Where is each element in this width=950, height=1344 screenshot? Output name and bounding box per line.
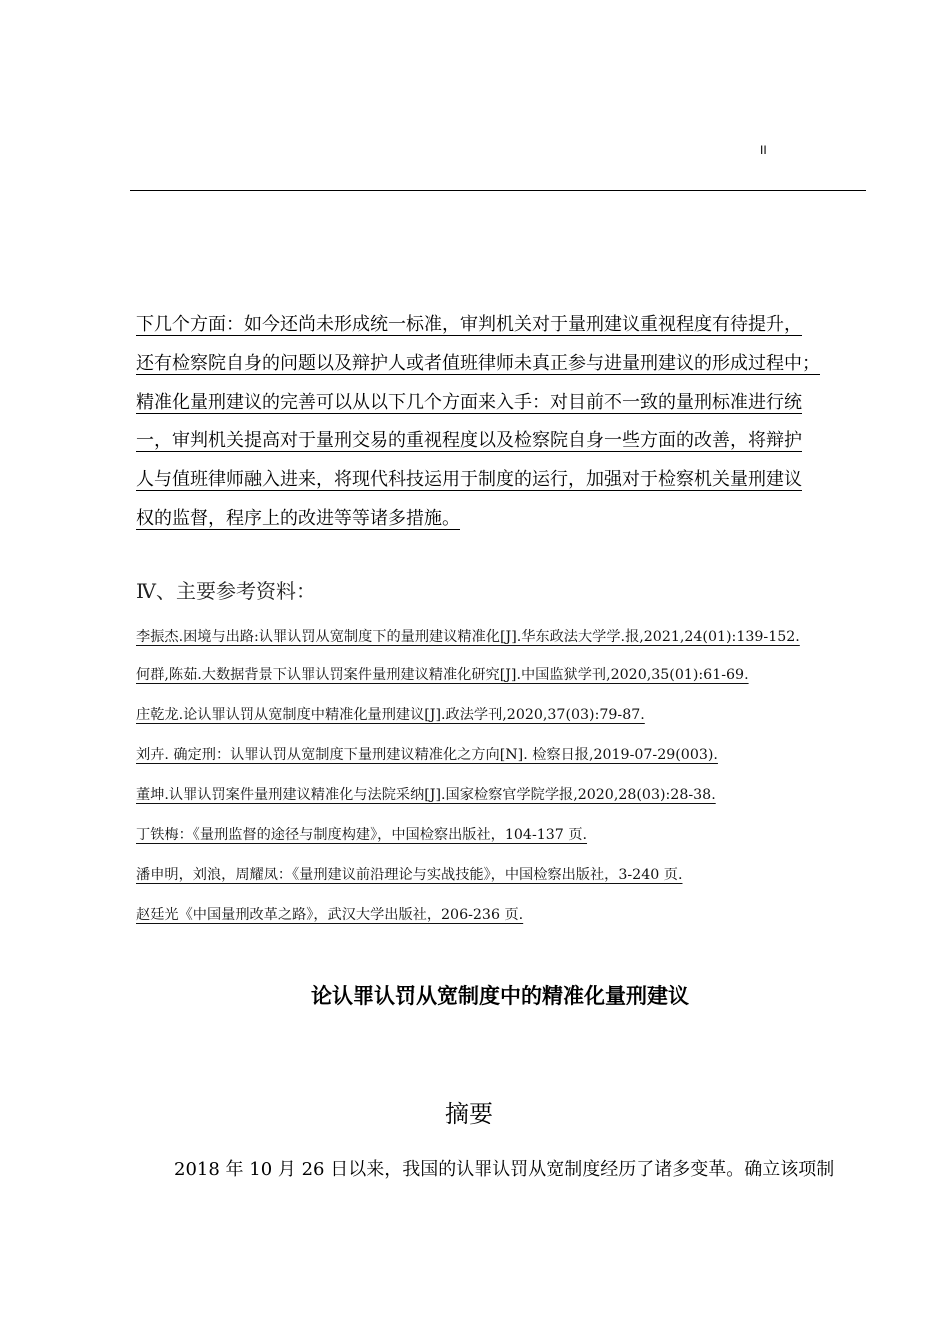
- header-rule: [130, 190, 866, 191]
- abstract-heading: 摘要: [445, 1100, 493, 1128]
- paragraph-line: 一，审判机关提高对于量刑交易的重视程度以及检察院自身一些方面的改善，将辩护: [136, 430, 802, 452]
- continuation-paragraph: [136, 308, 896, 541]
- paragraph-line: 下几个方面：如今还尚未形成统一标准，审判机关对于量刑建议重视程度有待提升，: [136, 314, 802, 335]
- paragraph-line: 还有检察院自身的问题以及辩护人或者值班律师未真正参与进量刑建议的形成过程中；: [136, 352, 820, 374]
- reference-item: 丁铁梅：《量刑监督的途径与制度构建》，中国检察出版社，104-137 页.: [136, 827, 588, 843]
- reference-item: 李振杰.困境与出路:认罪认罚从宽制度下的量刑建议精准化[J].华东政法大学学.报,2021,24(01):139-152.: [136, 629, 800, 645]
- reference-item: 刘卉. 确定刑：认罪认罚从宽制度下量刑建议精准化之方向[N]. 检察日报,2019-07-29(003).: [136, 747, 718, 763]
- page-number: II: [760, 143, 767, 157]
- document-title: 论认罪认罚从宽制度中的精准化量刑建议: [311, 984, 689, 1008]
- reference-item: 董坤.认罪认罚案件量刑建议精准化与法院采纳[J].国家检察官学院学报,2020,28(03):28-38.: [136, 787, 716, 803]
- references-heading: Ⅳ、主要参考资料：: [136, 579, 316, 603]
- reference-item: 庄乾龙.论认罪认罚从宽制度中精准化量刑建议[J].政法学刊,2020,37(03):79-87.: [136, 707, 645, 723]
- references-list: [136, 626, 876, 944]
- abstract-first-line: 2018 年 10 月 26 日以来，我国的认罪认罚从宽制度经历了诸多变革。确立该项制: [174, 1159, 835, 1180]
- reference-item: 何群,陈茹.大数据背景下认罪认罚案件量刑建议精准化研究[J].中国监狱学刊,2020,35(01):61-69.: [136, 667, 749, 683]
- paragraph-line: 精准化量刑建议的完善可以从以下几个方面来入手：对目前不一致的量刑标准进行统: [136, 391, 802, 413]
- paragraph-line: 权的监督，程序上的改进等等诸多措施。: [136, 507, 460, 529]
- reference-item: 赵廷光《中国量刑改革之路》，武汉大学出版社，206-236 页.: [136, 907, 524, 923]
- reference-item: 潘申明，刘浪，周耀凤：《量刑建议前沿理论与实战技能》，中国检察出版社，3-240 页.: [136, 867, 683, 883]
- paragraph-line: 人与值班律师融入进来，将现代科技运用于制度的运行，加强对于检察机关量刑建议: [136, 469, 802, 491]
